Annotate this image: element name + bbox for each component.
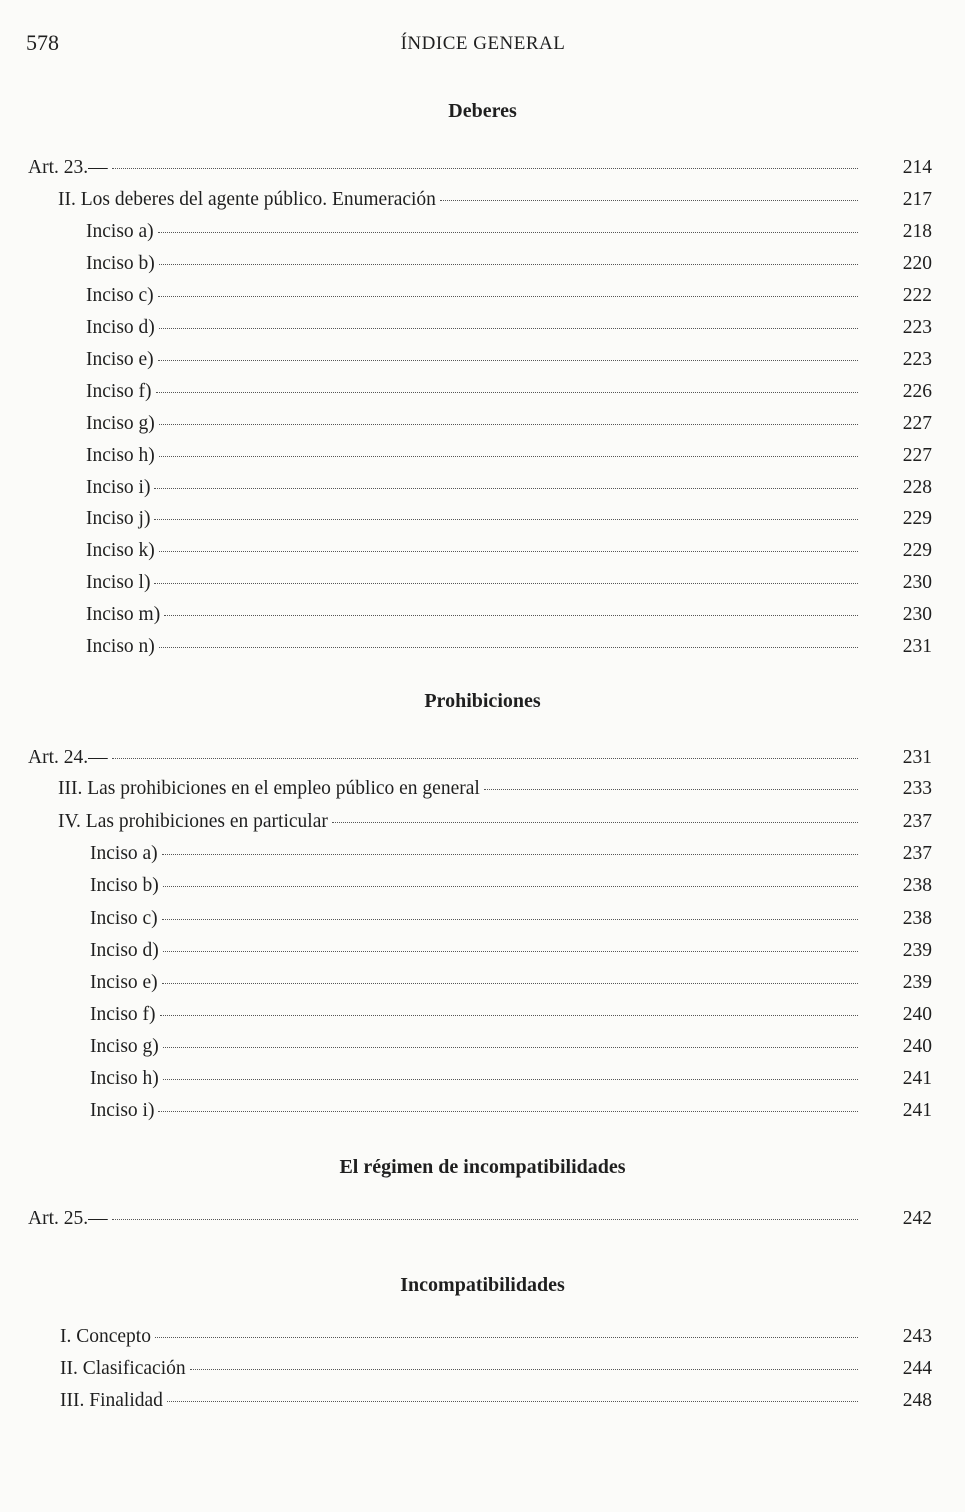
dot-leader xyxy=(163,951,858,952)
dot-leader xyxy=(154,488,858,489)
toc-entry-page-number: 237 xyxy=(902,811,932,832)
section-heading: Deberes xyxy=(448,100,517,122)
toc-entry-label: III. Finalidad xyxy=(60,1390,163,1411)
toc-entry-label: Inciso e) xyxy=(86,348,154,370)
toc-entry-page-number: 237 xyxy=(902,843,932,865)
toc-entry[interactable] xyxy=(58,188,932,215)
toc-entry-page-number: 239 xyxy=(902,939,932,961)
dot-leader xyxy=(158,360,858,361)
toc-entry[interactable] xyxy=(86,412,932,439)
toc-entry-page-number: 231 xyxy=(902,636,932,658)
toc-entry-page-number: 218 xyxy=(902,220,932,242)
toc-entry-label: Inciso d) xyxy=(86,316,155,338)
toc-entry[interactable] xyxy=(86,444,932,471)
dot-leader xyxy=(162,983,858,984)
section-heading: El régimen de incompatibilidades xyxy=(339,1156,626,1178)
toc-entry-label: IV. Las prohibiciones en particular xyxy=(58,811,328,832)
toc-entry-label: Inciso h) xyxy=(90,1068,159,1089)
toc-entry[interactable] xyxy=(28,1208,932,1234)
toc-entry-page-number: 220 xyxy=(902,252,932,274)
toc-entry-label: Art. 24.— xyxy=(28,747,108,768)
toc-entry[interactable] xyxy=(90,1035,932,1062)
toc-entry-label: Inciso i) xyxy=(90,1100,155,1122)
toc-entry-page-number: 228 xyxy=(902,476,932,498)
running-title: ÍNDICE GENERAL xyxy=(400,33,566,54)
dot-leader xyxy=(112,1219,858,1220)
dot-leader xyxy=(112,758,858,759)
toc-entry-page-number: 230 xyxy=(902,572,932,594)
toc-entry-label: Inciso k) xyxy=(86,540,155,562)
toc-entry-page-number: 231 xyxy=(902,747,932,768)
toc-entry-label: Inciso m) xyxy=(86,604,161,626)
toc-entry-page-number: 241 xyxy=(902,1100,932,1122)
toc-entry[interactable] xyxy=(86,220,932,247)
toc-entry-label: Inciso d) xyxy=(90,939,159,961)
toc-entry-page-number: 233 xyxy=(902,778,932,799)
toc-entry-label: Inciso h) xyxy=(86,444,155,466)
dot-leader xyxy=(112,168,858,169)
dot-leader xyxy=(163,886,858,887)
toc-entry[interactable] xyxy=(90,875,932,901)
toc-entry-label: Inciso n) xyxy=(86,636,155,658)
toc-entry-label: Inciso f) xyxy=(90,1003,156,1025)
section-heading: Incompatibilidades xyxy=(400,1274,565,1296)
toc-entry[interactable] xyxy=(90,971,932,998)
toc-entry[interactable] xyxy=(90,907,932,934)
toc-entry[interactable] xyxy=(60,1390,932,1416)
toc-entry[interactable] xyxy=(90,939,932,966)
dot-leader xyxy=(159,647,858,648)
toc-entry[interactable] xyxy=(60,1358,932,1384)
dot-leader xyxy=(159,424,858,425)
toc-entry[interactable] xyxy=(86,572,932,598)
toc-entry[interactable] xyxy=(28,747,932,773)
toc-entry-label: Inciso l) xyxy=(86,572,151,594)
toc-entry-page-number: 242 xyxy=(902,1208,932,1229)
toc-entry-page-number: 238 xyxy=(902,907,932,929)
dot-leader xyxy=(164,615,858,616)
toc-entry[interactable] xyxy=(86,636,932,662)
toc-entry-label: Inciso g) xyxy=(86,412,155,434)
dot-leader xyxy=(160,1015,858,1016)
dot-leader xyxy=(162,854,858,855)
toc-entry-label: Inciso a) xyxy=(90,843,158,865)
toc-entry-page-number: 223 xyxy=(902,348,932,370)
toc-entry-page-number: 248 xyxy=(902,1390,932,1411)
toc-entry-page-number: 229 xyxy=(902,540,932,562)
toc-entry-page-number: 241 xyxy=(902,1068,932,1089)
toc-entry-page-number: 227 xyxy=(902,412,932,434)
toc-entry[interactable] xyxy=(58,811,932,837)
dot-leader xyxy=(190,1369,858,1370)
toc-entry-label: Inciso a) xyxy=(86,220,154,242)
toc-entry[interactable] xyxy=(86,508,932,534)
toc-entry[interactable] xyxy=(86,476,932,503)
toc-entry-page-number: 238 xyxy=(902,875,932,897)
dot-leader xyxy=(154,519,858,520)
dot-leader xyxy=(159,551,858,552)
dot-leader xyxy=(158,232,858,233)
toc-entry[interactable] xyxy=(86,284,932,311)
toc-entry-page-number: 239 xyxy=(902,971,932,993)
toc-entry[interactable] xyxy=(86,380,932,407)
toc-entry-page-number: 226 xyxy=(902,380,932,402)
toc-entry-page-number: 222 xyxy=(902,284,932,306)
page-header xyxy=(26,30,940,60)
toc-entry[interactable] xyxy=(86,348,932,375)
toc-entry[interactable] xyxy=(90,1100,932,1126)
section-heading: Prohibiciones xyxy=(424,690,541,712)
toc-entry[interactable] xyxy=(86,540,932,566)
toc-entry[interactable] xyxy=(90,1068,932,1094)
toc-entry-label: Inciso g) xyxy=(90,1035,159,1057)
dot-leader xyxy=(159,264,858,265)
toc-entry-page-number: 217 xyxy=(902,188,932,210)
toc-entry-label: Inciso c) xyxy=(86,284,154,306)
dot-leader xyxy=(167,1401,858,1402)
toc-entry[interactable] xyxy=(58,778,932,804)
page-number: 578 xyxy=(26,30,59,55)
dot-leader xyxy=(440,200,858,201)
toc-entry-label: II. Los deberes del agente público. Enumeración xyxy=(58,188,436,210)
toc-entry[interactable] xyxy=(86,604,932,630)
toc-entry-page-number: 229 xyxy=(902,508,932,530)
dot-leader xyxy=(159,456,858,457)
toc-entry-label: Inciso c) xyxy=(90,907,158,929)
dot-leader xyxy=(162,919,858,920)
dot-leader xyxy=(159,328,858,329)
toc-entry-label: Inciso i) xyxy=(86,476,151,498)
toc-entry-label: Inciso b) xyxy=(86,252,155,274)
toc-entry-page-number: 214 xyxy=(902,157,932,178)
toc-entry-page-number: 227 xyxy=(902,444,932,466)
toc-entry-page-number: 230 xyxy=(902,604,932,626)
toc-entry-label: Inciso f) xyxy=(86,380,152,402)
toc-entry-label: Inciso e) xyxy=(90,971,158,993)
toc-entry[interactable] xyxy=(90,1003,932,1030)
toc-entry-page-number: 240 xyxy=(902,1003,932,1025)
toc-entry[interactable] xyxy=(90,843,932,869)
toc-entry-label: I. Concepto xyxy=(60,1326,151,1347)
dot-leader xyxy=(163,1079,858,1080)
dot-leader xyxy=(158,296,858,297)
toc-entry[interactable] xyxy=(86,316,932,343)
toc-entry-page-number: 240 xyxy=(902,1035,932,1057)
dot-leader xyxy=(154,583,858,584)
dot-leader xyxy=(158,1111,858,1112)
toc-entry-label: III. Las prohibiciones en el empleo público en general xyxy=(58,778,480,799)
toc-entry-label: II. Clasificación xyxy=(60,1358,186,1379)
toc-entry-label: Art. 25.— xyxy=(28,1208,108,1229)
toc-entry-label: Inciso b) xyxy=(90,875,159,897)
dot-leader xyxy=(155,1337,858,1338)
toc-entry-page-number: 223 xyxy=(902,316,932,338)
dot-leader xyxy=(484,789,858,790)
toc-entry[interactable] xyxy=(86,252,932,279)
toc-entry-page-number: 243 xyxy=(902,1326,932,1347)
toc-entry-label: Art. 23.— xyxy=(28,157,108,178)
dot-leader xyxy=(163,1047,858,1048)
toc-entry-page-number: 244 xyxy=(902,1358,932,1379)
dot-leader xyxy=(156,392,858,393)
toc-entry-label: Inciso j) xyxy=(86,508,151,530)
toc-entry[interactable] xyxy=(60,1326,932,1352)
dot-leader xyxy=(332,822,858,823)
toc-entry[interactable] xyxy=(28,157,932,183)
